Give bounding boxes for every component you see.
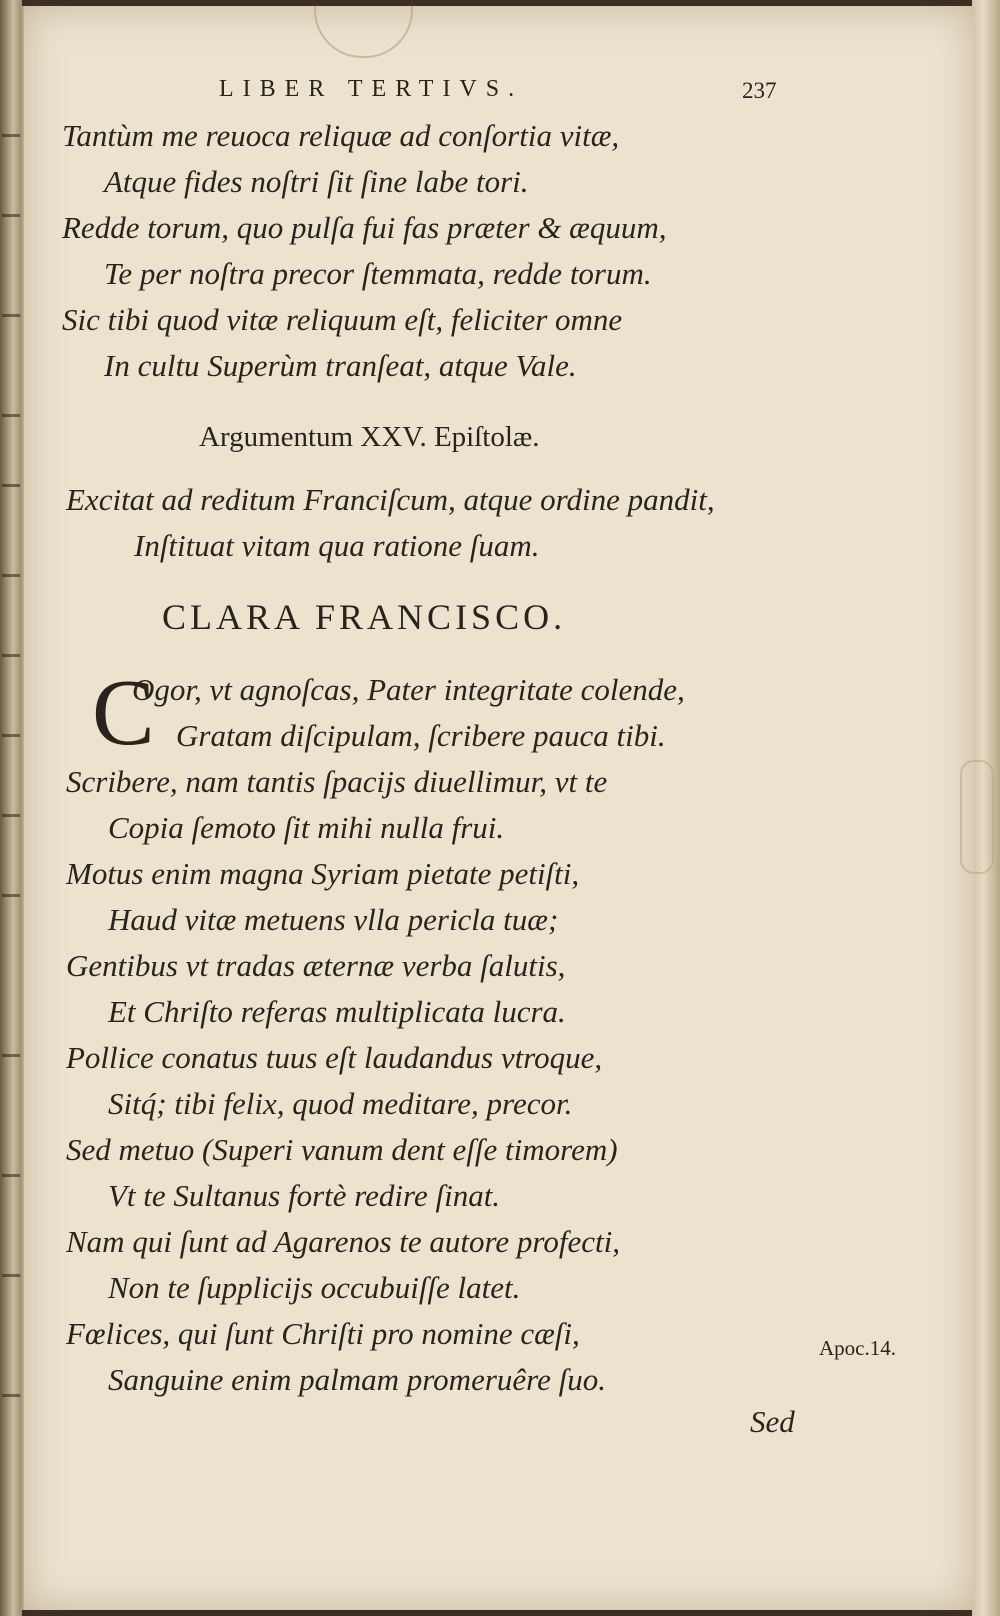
epistle-line: Gratam diſcipulam, ſcribere pauca tibi. <box>176 718 666 753</box>
clasp-mark <box>314 6 413 58</box>
running-head: LIBER TERTIVS. <box>219 76 524 102</box>
epistle-line: Motus enim magna Syriam pietate petiſti, <box>66 856 580 891</box>
epistle-line: Copia ſemoto ſit mihi nulla frui. <box>108 810 505 845</box>
argument-heading: Argumentum XXV. Epiſtolæ. <box>199 421 540 453</box>
book-page <box>22 6 974 1610</box>
epistle-line: Sanguine enim palmam promeruêre ſuo. <box>108 1362 606 1397</box>
marginal-note: Apoc.14. <box>819 1336 896 1360</box>
verse-line: In cultu Superùm tranſeat, atque Vale. <box>104 348 577 383</box>
epistle-line: Gentibus vt tradas æternæ verba ſalutis, <box>66 948 566 983</box>
facing-page-ink <box>0 0 22 1616</box>
page-number: 237 <box>742 78 777 103</box>
epistle-line: Sitq́; tibi felix, quod meditare, precor. <box>108 1086 573 1121</box>
epistle-line: Pollice conatus tuus eſt laudandus vtroque, <box>66 1040 603 1075</box>
verse-line: Atque fides noſtri ſit ſine labe tori. <box>104 164 529 199</box>
verse-line: Redde torum, quo pulſa fui fas præter & æquum, <box>62 210 667 245</box>
verse-line: Te per noſtra precor ſtemmata, redde torum. <box>104 256 652 291</box>
clasp-mark-right <box>960 760 994 874</box>
verse-line: Sic tibi quod vitæ reliquum eſt, feliciter omne <box>62 302 623 337</box>
epistle-line: Non te ſupplicijs occubuiſſe latet. <box>108 1270 521 1305</box>
epistle-line: Sed metuo (Superi vanum dent eſſe timorem) <box>66 1132 618 1167</box>
catchword: Sed <box>750 1404 795 1439</box>
epistle-line: Et Chriſto referas multiplicata lucra. <box>108 994 566 1029</box>
letter-title: CLARA FRANCISCO. <box>162 597 567 637</box>
epistle-line: Scribere, nam tantis ſpacijs diuellimur, vt te <box>66 764 608 799</box>
epistle-line: Haud vitæ metuens vlla pericla tuæ; <box>108 902 559 937</box>
epistle-first-line: Ogor, vt agnoſcas, Pater integritate colende, <box>132 672 685 707</box>
verse-line: Tantùm me reuoca reliquæ ad conſortia vitæ, <box>62 118 620 153</box>
epistle-line: Vt te Sultanus fortè redire ſinat. <box>108 1178 501 1213</box>
epistle-line: Nam qui ſunt ad Agarenos te autore profecti, <box>66 1224 620 1259</box>
argument-line: Excitat ad reditum Franciſcum, atque ordine pandit, <box>66 482 715 517</box>
drop-cap: C <box>92 661 155 765</box>
epistle-line: Fœlices, qui ſunt Chriſti pro nomine cæſi, <box>66 1316 580 1351</box>
argument-line: Inſtituat vitam qua ratione ſuam. <box>134 528 540 563</box>
